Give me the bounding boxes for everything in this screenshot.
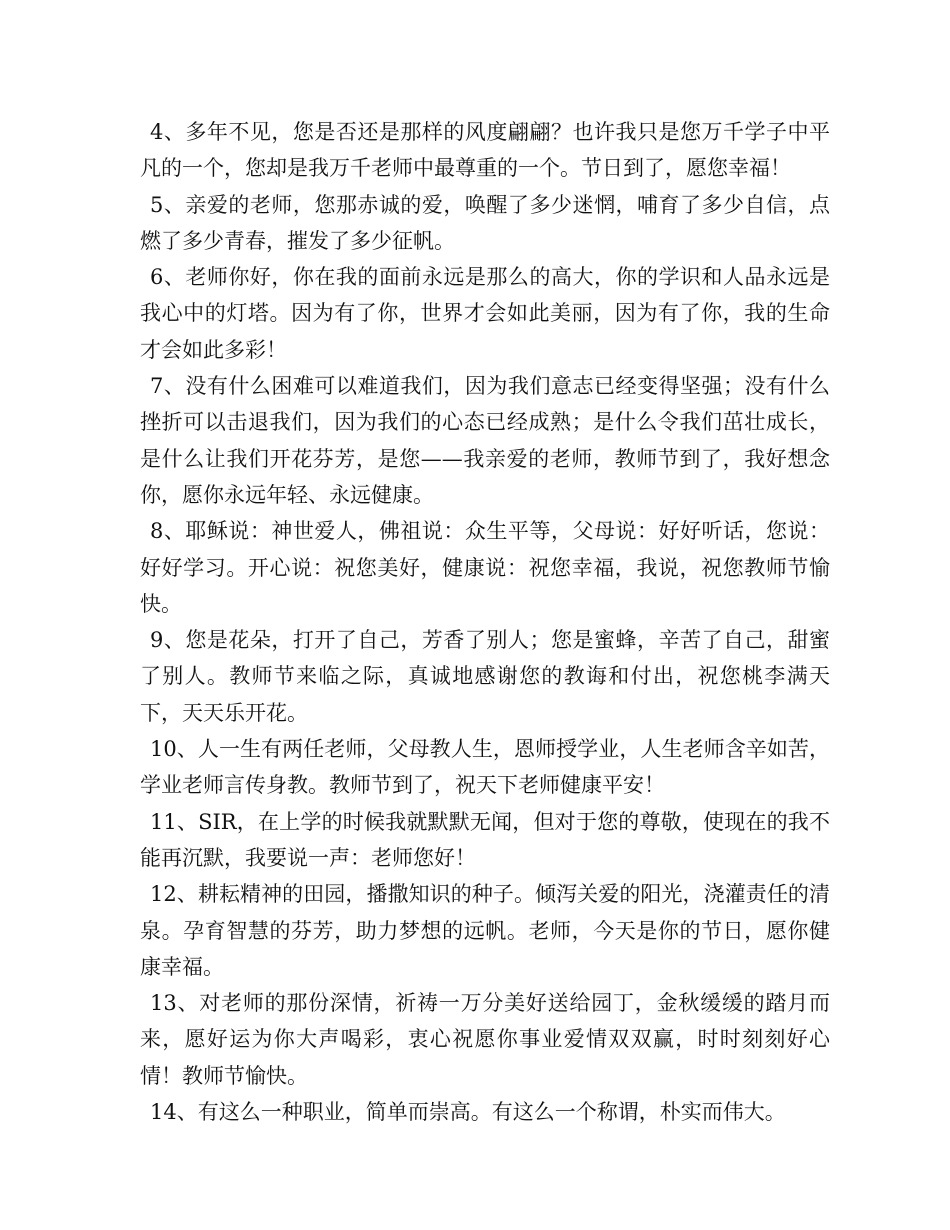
paragraph-14: 14、有这么一种职业，简单而崇高。有这么一个称谓，朴实而伟大。 bbox=[150, 1100, 786, 1125]
paragraph-6: 6、老师你好，你在我的面前永远是那么的高大，你的学识和人品永远是我心中的灯塔。因为有了你，世界才会如此美丽，因为有了你，我的生命才会如此多彩！ bbox=[140, 265, 830, 362]
paragraph-11: 11、SIR，在上学的时候我就默默无闻，但对于您的尊敬，使现在的我不能再沉默，我要说一声：老师您好！ bbox=[140, 809, 830, 870]
paragraph-12: 12、耕耘精神的田园，播撒知识的种子。倾泻关爱的阳光，浇灌责任的清泉。孕育智慧的芬芳，助力梦想的远帆。老师，今天是你的节日，愿你健康幸福。 bbox=[140, 882, 830, 979]
paragraph-8: 8、耶稣说：神世爱人，佛祖说：众生平等，父母说：好好听话，您说：好好学习。开心说：祝您美好，健康说：祝您幸福，我说，祝您教师节愉快。 bbox=[140, 519, 830, 616]
paragraph-13: 13、对老师的那份深情，祈祷一万分美好送给园丁，金秋缓缓的踏月而来，愿好运为你大声喝彩，衷心祝愿你事业爱情双双赢，时时刻刻好心情！教师节愉快。 bbox=[140, 991, 830, 1088]
paragraph-7: 7、没有什么困难可以难道我们，因为我们意志已经变得坚强；没有什么挫折可以击退我们，因为我们的心态已经成熟；是什么令我们茁壮成长，是什么让我们开花芬芳，是您——我亲爱的老师，教师节到了，我好想念你，愿你永远年轻、永远健康。 bbox=[140, 374, 830, 507]
paragraph-9: 9、您是花朵，打开了自己，芳香了别人；您是蜜蜂，辛苦了自己，甜蜜了别人。教师节来临之际，真诚地感谢您的教诲和付出，祝您桃李满天下，天天乐开花。 bbox=[140, 628, 830, 725]
document-body bbox=[140, 114, 830, 1130]
paragraph-10: 10、人一生有两任老师，父母教人生，恩师授学业，人生老师含辛如苦，学业老师言传身教。教师节到了，祝天下老师健康平安！ bbox=[140, 737, 830, 798]
paragraph-5: 5、亲爱的老师，您那赤诚的爱，唤醒了多少迷惘，哺育了多少自信，点燃了多少青春，摧发了多少征帆。 bbox=[140, 192, 830, 253]
paragraph-4: 4、多年不见，您是否还是那样的风度翩翩？也许我只是您万千学子中平凡的一个，您却是我万千老师中最尊重的一个。节日到了，愿您幸福！ bbox=[140, 120, 830, 181]
